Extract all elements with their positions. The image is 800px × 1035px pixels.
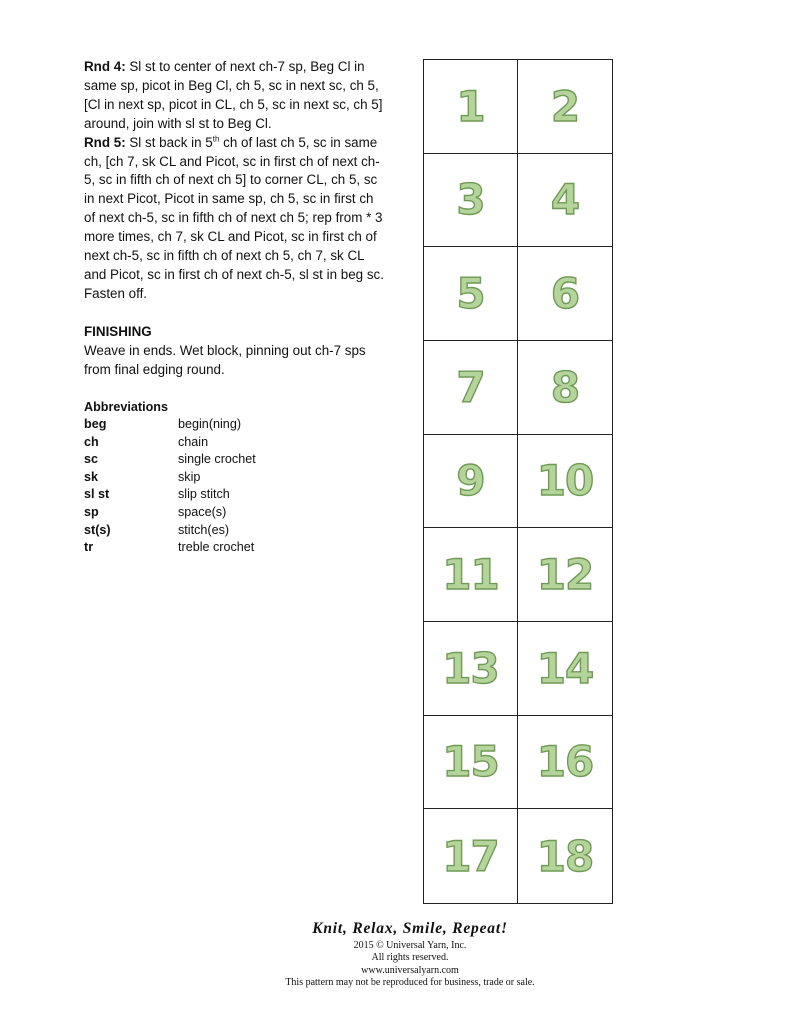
square-number: 7 (456, 362, 485, 412)
footer-website: www.universalyarn.com (361, 964, 459, 976)
square-layout-grid (423, 59, 613, 904)
square-number: 1 (456, 81, 485, 131)
round-5-text-a: Sl st back in 5 (125, 134, 213, 150)
abbreviation-key: sc (84, 452, 99, 467)
square-cell (424, 716, 518, 810)
instructions-column (84, 58, 384, 557)
square-cell (424, 622, 518, 716)
abbreviation-key: ch (84, 434, 99, 449)
abbreviation-meaning: chain (178, 434, 209, 449)
square-number: 8 (550, 362, 580, 412)
abbreviations-title: Abbreviations (84, 399, 168, 414)
square-cell (518, 622, 612, 716)
square-cell (518, 528, 612, 622)
square-cell (424, 154, 518, 248)
abbreviation-row (84, 434, 256, 452)
abbreviation-row (84, 522, 256, 540)
abbreviation-key: tr (84, 540, 94, 555)
square-cell (518, 809, 612, 903)
square-number: 11 (442, 550, 499, 600)
square-number: 13 (442, 643, 499, 693)
square-number: 18 (536, 831, 594, 881)
footer-copyright: 2015 © Universal Yarn, Inc. (353, 940, 467, 951)
finishing-heading: FINISHING (84, 323, 152, 339)
abbreviation-row (84, 486, 256, 504)
round-5-label: Rnd 5: (84, 134, 126, 150)
abbreviation-meaning: begin(ning) (178, 417, 242, 431)
square-number: 6 (550, 269, 580, 319)
square-number: 4 (550, 175, 580, 225)
abbreviations-table (84, 416, 256, 557)
abbreviation-row (84, 451, 256, 469)
abbreviation-key: sk (84, 469, 99, 484)
finishing-text: Weave in ends. Wet block, pinning out ch-7 sps from final edging round. (84, 342, 366, 377)
abbreviation-meaning: slip stitch (178, 487, 230, 502)
square-cell (424, 247, 518, 341)
abbreviation-key: beg (84, 417, 107, 431)
square-cell (424, 528, 518, 622)
square-number: 16 (536, 737, 594, 787)
abbreviation-meaning: stitch(es) (178, 522, 230, 537)
footer-slogan: Knit, Relax, Smile, Repeat! (312, 920, 508, 937)
abbreviation-meaning: skip (178, 469, 201, 484)
footer-notice: This pattern may not be reproduced for business, trade or sale. (285, 977, 535, 989)
abbreviation-key: sl st (84, 487, 110, 502)
square-cell (424, 60, 518, 154)
abbreviation-row (84, 416, 256, 434)
square-cell (518, 60, 612, 154)
round-5-paragraph (84, 134, 384, 304)
square-number: 10 (536, 456, 594, 506)
square-cell (424, 809, 518, 903)
abbreviation-meaning: space(s) (178, 504, 227, 519)
square-number: 5 (456, 269, 485, 319)
footer-rights: All rights reserved. (371, 952, 449, 964)
square-cell (518, 716, 612, 810)
square-cell (518, 154, 612, 248)
square-number: 14 (536, 643, 594, 693)
footer (200, 918, 620, 990)
abbreviation-row (84, 504, 256, 522)
square-cell (424, 435, 518, 529)
square-number: 3 (456, 175, 485, 225)
square-number: 9 (456, 456, 485, 506)
abbreviation-key: sp (84, 504, 99, 519)
square-cell (518, 247, 612, 341)
abbreviation-meaning: treble crochet (178, 540, 255, 555)
abbreviation-row (84, 539, 256, 557)
square-number: 17 (442, 831, 499, 881)
square-cell (518, 435, 612, 529)
round-4-text: Sl st to center of next ch-7 sp, Beg Cl in same sp, picot in Beg Cl, ch 5, sc in next sc, ch 5, [Cl in next sp, picot in CL, ch 5, sc in next sc, ch 5] around, join with sl st to Beg Cl. (84, 59, 383, 131)
square-number: 12 (536, 550, 594, 600)
round-4-label: Rnd 4: (84, 59, 126, 74)
square-number: 2 (550, 81, 580, 131)
abbreviation-meaning: single crochet (178, 452, 256, 467)
square-cell (424, 341, 518, 435)
abbreviation-key: st(s) (84, 522, 111, 537)
abbreviation-row (84, 469, 256, 487)
round-5-text-b: ch of last ch 5, sc in same ch, [ch 7, sk CL and Picot, sc in first ch of next ch-5, sc in fifth ch of next ch 5] to corner CL, ch 5, sc in next Picot, Picot in same sp, ch 5, sc in first ch of next ch-5, sc in fifth ch of next ch 5; rep from * 3 more times, ch 7, sk CL and Picot, sc in first ch of next ch-5, sc in fifth ch of next ch 5, ch 7, sk CL and Picot, sc in first ch of next ch-5, sl st in beg sc. Fasten off. (84, 134, 384, 301)
round-5-superscript: th (212, 134, 220, 144)
round-4-paragraph (84, 58, 384, 134)
square-cell (518, 341, 612, 435)
square-number: 15 (442, 737, 499, 787)
